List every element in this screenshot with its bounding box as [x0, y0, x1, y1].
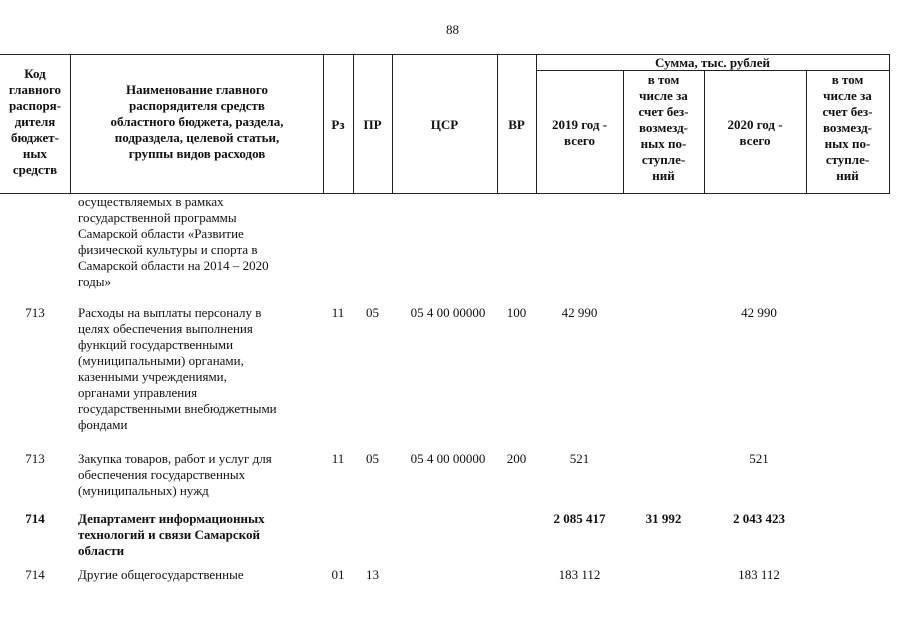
cell-name [78, 511, 328, 559]
header-name-line: областного бюджета, раздела, [110, 114, 284, 129]
cell-name [78, 567, 328, 583]
cell-name [78, 305, 328, 433]
header-2019-free-line: счет без- [638, 104, 689, 119]
cell-name-line: (муниципальными) органами, [78, 353, 244, 368]
cell-pr: 05 [366, 451, 379, 466]
cell-name-line: функций государственными [78, 337, 234, 352]
cell-name-line: государственными внебюджетными [78, 401, 277, 416]
header-2020-total [704, 117, 806, 149]
cell-2020-total: 2 043 423 [733, 511, 785, 526]
header-kod-line: распоря- [8, 98, 62, 113]
header-2019-free-line: ступле- [641, 152, 686, 167]
cell-csr: 05 4 00 00000 [410, 305, 486, 320]
header-2020-free-line: в том [831, 72, 864, 87]
header-2019-free-line: в том [647, 72, 680, 87]
cell-rz: 01 [331, 567, 345, 582]
cell-name-line: (муниципальных) нужд [78, 483, 209, 498]
header-kod-line: средств [12, 162, 58, 177]
header-kod-line: ных [22, 146, 48, 161]
cell-kod: 713 [25, 305, 45, 320]
cell-2019-total: 521 [569, 451, 590, 466]
cell-name-line: обеспечения государственных [78, 467, 246, 482]
cell-rz: 11 [331, 305, 345, 320]
header-2020-free-line: возмезд- [823, 120, 872, 135]
header-2019-free [623, 72, 704, 184]
header-2020-free-line: числе за [823, 88, 872, 103]
header-2020-line: 2020 год - [727, 117, 783, 132]
cell-name-line: Закупка товаров, работ и услуг для [78, 451, 272, 466]
cell-name-line: органами управления [78, 385, 198, 400]
cell-2020-total: 521 [749, 451, 769, 466]
cell-kod: 713 [25, 451, 45, 466]
header-name-line: подраздела, целевой статьи, [114, 130, 280, 145]
header-2019-free-line: возмезд- [639, 120, 688, 135]
header-2020-free-line: ных по- [824, 136, 871, 151]
header-2020-free [806, 72, 889, 184]
header-name-line: группы видов расходов [128, 146, 266, 161]
cell-name-line: государственной программы [78, 210, 237, 225]
cell-rz: 11 [331, 451, 345, 466]
header-2020-free-line: счет без- [822, 104, 873, 119]
cell-pr: 13 [366, 567, 379, 582]
header-name [72, 82, 322, 162]
header-2019-total [536, 117, 623, 149]
cell-2019-total: 183 112 [558, 567, 601, 582]
header-2019-line: всего [564, 133, 595, 148]
header-2020-line: всего [739, 133, 771, 148]
header-rz: Рз [331, 117, 345, 132]
header-2019-free-line: ных по- [640, 136, 687, 151]
cell-name [78, 451, 328, 499]
header-2019-free-line: ний [652, 168, 675, 183]
header-kod-line: Код [24, 66, 46, 81]
cell-name-line: физической культуры и спорта в [78, 242, 258, 257]
cell-2020-total: 42 990 [741, 305, 777, 320]
cell-vr: 200 [506, 451, 527, 466]
header-2019-free-line: числе за [639, 88, 688, 103]
cell-kod: 714 [25, 567, 45, 582]
cell-name-line: области [78, 543, 125, 558]
header-2019-line: 2019 год - [551, 117, 608, 132]
header-kod-line: дителя [14, 114, 56, 129]
cell-vr: 100 [506, 305, 527, 320]
cell-name-line: казенными учреждениями, [78, 369, 227, 384]
cell-2019-total: 2 085 417 [553, 511, 606, 526]
header-2020-free-line: ний [836, 168, 859, 183]
header-kod [0, 66, 70, 178]
cell-name-line: осуществляемых в рамках [78, 194, 224, 209]
cell-pr: 05 [366, 305, 379, 320]
header-summa: Сумма, тыс. рублей [655, 55, 770, 70]
col-divider [889, 54, 890, 193]
cell-name-line: Расходы на выплаты персоналу в [78, 305, 262, 320]
page-number: 88 [446, 22, 459, 37]
cell-name [78, 194, 328, 290]
cell-name-line: фондами [78, 417, 128, 432]
cell-name-line: годы» [78, 274, 111, 289]
header-csr: ЦСР [430, 117, 459, 132]
cell-2019-free: 31 992 [645, 511, 682, 526]
cell-2019-total: 42 990 [561, 305, 598, 320]
cell-csr: 05 4 00 00000 [410, 451, 486, 466]
header-kod-line: бюджет- [10, 130, 59, 145]
cell-2020-total: 183 112 [738, 567, 780, 582]
header-2020-free-line: ступле- [825, 152, 870, 167]
header-pr: ПР [363, 117, 382, 132]
cell-name-line: Департамент информационных [78, 511, 265, 526]
cell-name-line: Самарской области «Развитие [78, 226, 244, 241]
cell-name-line: Самарской области на 2014 – 2020 [78, 258, 269, 273]
cell-name-line: технологий и связи Самарской [78, 527, 260, 542]
header-name-line: распорядителя средств [129, 98, 265, 113]
cell-name-line: Другие общегосударственные [78, 567, 244, 582]
header-kod-line: главного [8, 82, 62, 97]
cell-name-line: целях обеспечения выполнения [78, 321, 253, 336]
cell-kod: 714 [25, 511, 45, 526]
col-divider [70, 54, 71, 193]
header-vr: ВР [508, 117, 525, 132]
header-name-line: Наименование главного [125, 82, 269, 97]
